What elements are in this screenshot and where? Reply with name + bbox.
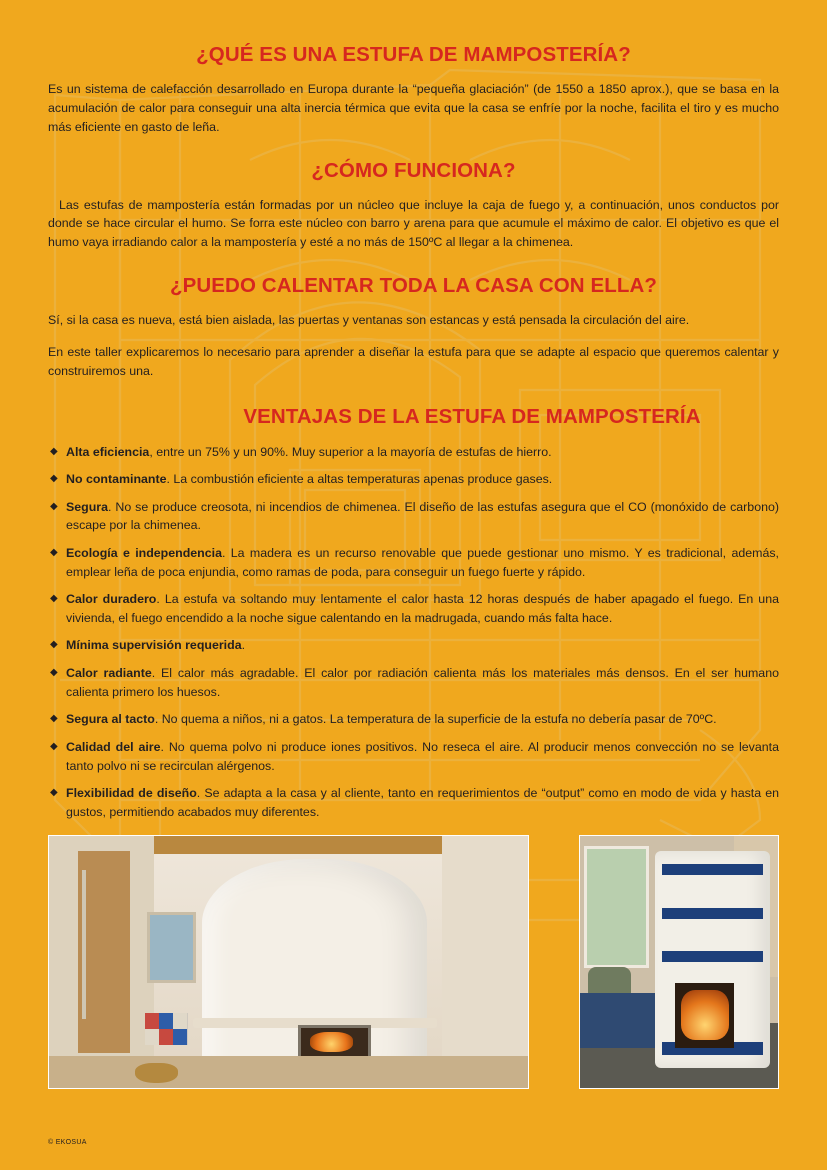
section-paragraph-how-works: Las estufas de mampostería están formadas por un núcleo que incluye la caja de fuego y, a continuación, unos conductos por donde se hace circular el humo. Se forra este núcleo con barro y arena para que acumule el máximo de calor. El objetivo es que el humo vaya irradiando calor a la mampostería y esté a no más de 150ºC al llegar a la chimenea. bbox=[48, 197, 779, 250]
bullet-icon: ◆ bbox=[50, 593, 58, 605]
list-item-text: . No quema a niños, ni a gatos. La temperatura de la superficie de la estufa no debería pasar de 70ºC. bbox=[154, 712, 717, 727]
section-paragraph-whole-house-1: Sí, si la casa es nueva, está bien aislada, las puertas y ventanas son estancas y está pensada la circulación del aire. bbox=[48, 313, 690, 328]
list-item-lead: Alta eficiencia bbox=[66, 444, 150, 459]
photo-white-plaster-stove-image bbox=[49, 836, 528, 1088]
bullet-icon: ◆ bbox=[50, 787, 58, 799]
list-item-lead: Segura al tacto bbox=[66, 712, 155, 727]
list-item-lead: Segura bbox=[66, 499, 109, 514]
bullet-icon: ◆ bbox=[50, 713, 58, 725]
doorway bbox=[82, 870, 86, 1019]
tile bbox=[159, 1029, 173, 1045]
tile bbox=[173, 1029, 187, 1045]
bullet-icon: ◆ bbox=[50, 740, 58, 752]
list-item-lead: Flexibilidad de diseño bbox=[66, 786, 197, 801]
bullet-icon: ◆ bbox=[50, 639, 58, 651]
section-title-what-is: ¿QUÉ ES UNA ESTUFA DE MAMPOSTERÍA? bbox=[196, 43, 631, 66]
list-item bbox=[48, 664, 779, 701]
tile bbox=[145, 1013, 159, 1029]
photo-tiled-stove-living-room bbox=[579, 835, 779, 1089]
right-wall bbox=[442, 836, 528, 1088]
list-item-text: . No se produce creosota, ni incendios de chimenea. El diseño de las estufas asegura que el CO (monóxido de carbono) escape por la chimenea. bbox=[66, 499, 779, 533]
list-item-lead: No contaminante bbox=[66, 472, 167, 487]
list-item bbox=[48, 544, 779, 581]
advantages-list bbox=[48, 443, 779, 822]
list-item bbox=[48, 470, 779, 489]
list-item bbox=[48, 636, 779, 655]
list-item-lead: Calidad del aire bbox=[66, 739, 161, 754]
list-item-lead: Calor duradero bbox=[66, 592, 157, 607]
section-paragraph-what-is: Es un sistema de calefacción desarrollado en Europa durante la “pequeña glaciación” (de 1550 a 1850 aprox.), que se basa en la acumulación de calor para conseguir una alta inercia térmica que evita que la casa se enfríe por la noche, facilita el tiro y es mucho más eficiente en gasto de leña. bbox=[48, 82, 779, 134]
tile-band bbox=[662, 908, 763, 919]
bullet-icon: ◆ bbox=[50, 445, 58, 457]
list-item-text: . No quema polvo ni produce iones positivos. No reseca el aire. Al producir menos convección no se levanta tanto polvo ni se recirculan alérgenos. bbox=[66, 739, 779, 773]
section-paragraph-whole-house-2: En este taller explicaremos lo necesario para aprender a diseñar la estufa para que se adapte al espacio que queremos calentar y construiremos una. bbox=[48, 344, 779, 378]
floor bbox=[49, 1056, 528, 1089]
firewood-basket bbox=[135, 1063, 178, 1083]
list-item-text: . La estufa va soltando muy lentamente el calor hasta 12 horas después de haber apagado el fuego. En una vivienda, el fuego encendido a la noche sigue calentando en la madrugada, cuando más falta hace. bbox=[66, 592, 779, 625]
list-item-text: . bbox=[241, 638, 246, 653]
bullet-icon: ◆ bbox=[50, 473, 58, 485]
section-title-how-works: ¿CÓMO FUNCIONA? bbox=[311, 158, 516, 182]
list-item-text: . Se adapta a la casa y al cliente, tanto en requerimientos de “output” como en modo de vida y hasta en gustos, permitiendo acabados muy diferentes. bbox=[66, 786, 779, 819]
flame bbox=[310, 1032, 353, 1052]
list-item bbox=[48, 590, 779, 627]
photo-white-plaster-stove bbox=[48, 835, 529, 1089]
tile bbox=[159, 1013, 173, 1029]
list-item bbox=[48, 784, 779, 821]
flame bbox=[681, 990, 729, 1040]
list-item bbox=[48, 710, 779, 729]
section-title-advantages: VENTAJAS DE LA ESTUFA DE MAMPOSTERÍA bbox=[243, 404, 701, 428]
list-item bbox=[48, 443, 779, 462]
tile bbox=[173, 1013, 187, 1029]
window bbox=[584, 846, 649, 968]
bullet-icon: ◆ bbox=[50, 667, 58, 679]
list-item-lead: Ecología e independencia bbox=[66, 546, 222, 561]
bullet-icon: ◆ bbox=[50, 547, 58, 559]
tile-band bbox=[662, 951, 763, 962]
window bbox=[147, 912, 196, 984]
list-item bbox=[48, 738, 779, 775]
list-item-lead: Calor radiante bbox=[66, 666, 152, 681]
tile bbox=[145, 1029, 159, 1045]
photo-tiled-stove-image bbox=[580, 836, 778, 1088]
section-title-whole-house: ¿PUEDO CALENTAR TODA LA CASA CON ELLA? bbox=[169, 274, 658, 298]
list-item-text: . La madera es un recurso renovable que puede gestionar uno mismo. Y es tradicional, además, emplear leña de poca enjundia, como ramas de poda, para conseguir un fuego fuerte y rápido. bbox=[66, 546, 779, 579]
credit-line: © EKOSUA bbox=[48, 1139, 87, 1146]
door-frame bbox=[78, 851, 131, 1053]
list-item bbox=[48, 498, 779, 535]
list-item-text: , entre un 75% y un 90%. Muy superior a la mayoría de estufas de hierro. bbox=[149, 444, 552, 459]
bullet-icon: ◆ bbox=[50, 500, 58, 512]
list-item-text: . La combustión eficiente a altas temperaturas apenas produce gases. bbox=[166, 472, 553, 487]
photo-gallery bbox=[48, 835, 779, 1090]
tile-panel bbox=[145, 1013, 188, 1046]
tile-band bbox=[662, 864, 763, 875]
list-item-lead: Mínima supervisión requerida bbox=[66, 638, 242, 653]
list-item-text: . El calor más agradable. El calor por radiación calienta más los materiales más densos. En el ser humano calienta primero los huesos. bbox=[66, 666, 779, 699]
sofa bbox=[580, 993, 659, 1048]
